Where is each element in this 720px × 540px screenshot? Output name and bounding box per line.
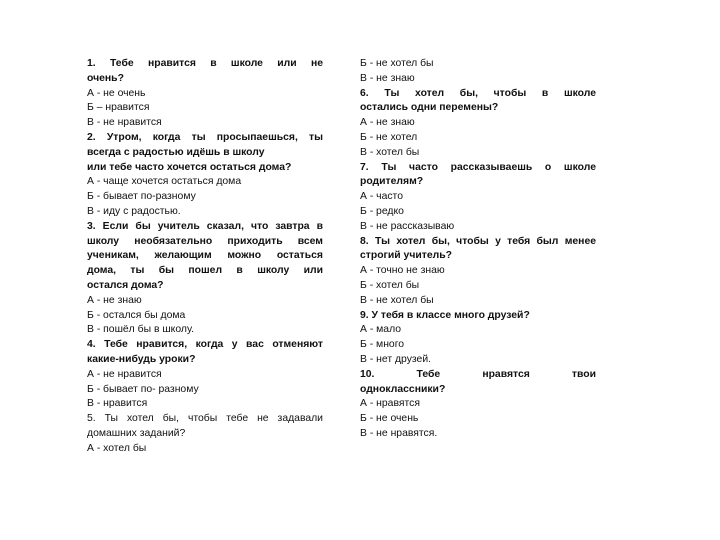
answer-option: А - мало <box>360 324 402 336</box>
answer-option: В - не нравятся. <box>360 427 438 439</box>
question-line: 8. Ты хотел бы, чтобы у тебя был менее <box>360 235 596 247</box>
question-line: остались одни перемены? <box>360 102 499 114</box>
answer-option: В - иду с радостью. <box>87 205 181 217</box>
answer-option: В - не нравится <box>87 117 162 129</box>
answer-option: А - не очень <box>87 87 146 99</box>
answer-option: В - нет друзей. <box>360 353 432 365</box>
answer-option: А - нравятся <box>360 398 420 410</box>
question-line: 9. У тебя в классе много друзей? <box>360 309 530 321</box>
answer-option: Б - редко <box>360 205 404 217</box>
answer-option: 5. Ты хотел бы, чтобы тебе не задавали <box>87 413 323 425</box>
answer-option: А - не знаю <box>360 117 415 129</box>
question-line: всегда с радостью идёшь в школу <box>87 146 265 158</box>
question-line: школу необязательно приходить всем <box>87 235 323 247</box>
answer-option: В - нравится <box>87 398 148 410</box>
question-line: 3. Если бы учитель сказал, что завтра в <box>87 220 323 232</box>
answer-option: В - пошёл бы в школу. <box>87 324 195 336</box>
answer-option: А - часто <box>360 191 403 203</box>
question-line: 4. Тебе нравится, когда у вас отменяют <box>87 339 323 351</box>
answer-option: В - не знаю <box>360 72 415 84</box>
answer-option: А - чаще хочется остаться дома <box>87 176 242 188</box>
question-line: 7. Ты часто рассказываешь о школе <box>360 161 596 173</box>
question-line: 6. Ты хотел бы, чтобы в школе <box>360 87 596 99</box>
question-line: или тебе часто хочется остаться дома? <box>87 161 292 173</box>
answer-option: Б - бывает по- разному <box>87 383 199 395</box>
answer-option: В - хотел бы <box>360 146 420 158</box>
question-line: какие-нибудь уроки? <box>87 353 196 365</box>
answer-option: Б - не хотел <box>360 131 418 143</box>
answer-option: Б - много <box>360 339 405 351</box>
answer-option: Б - хотел бы <box>360 279 420 291</box>
question-line: 10. Тебе нравятся твои <box>360 368 596 380</box>
right-column <box>360 57 596 442</box>
answer-option: Б - бывает по-разному <box>87 191 196 203</box>
question-line: ученикам, желающим можно остаться <box>87 250 323 262</box>
answer-option: А - точно не знаю <box>360 265 445 277</box>
answer-option: Б - не хотел бы <box>360 58 434 69</box>
question-line: 1. Тебе нравится в школе или не <box>87 58 323 69</box>
answer-option: А - не знаю <box>87 294 142 306</box>
question-line: строгий учитель? <box>360 250 452 262</box>
question-line: дома, ты бы пошел в школу или <box>87 265 323 277</box>
answer-option: Б - остался бы дома <box>87 309 186 321</box>
question-line: одноклассники? <box>360 383 446 395</box>
question-line: родителям? <box>360 176 424 188</box>
answer-option: домашних заданий? <box>87 427 186 439</box>
answer-option: В - не хотел бы <box>360 294 434 306</box>
answer-option: Б - не очень <box>360 413 419 425</box>
question-line: 2. Утром, когда ты просыпаешься, ты <box>87 131 323 143</box>
answer-option: Б – нравится <box>87 102 150 114</box>
question-line: очень? <box>87 72 124 84</box>
answer-option: В - не рассказываю <box>360 220 455 232</box>
question-line: остался дома? <box>87 279 164 291</box>
left-column <box>87 57 323 457</box>
answer-option: А - хотел бы <box>87 442 147 454</box>
answer-option: А - не нравится <box>87 368 162 380</box>
